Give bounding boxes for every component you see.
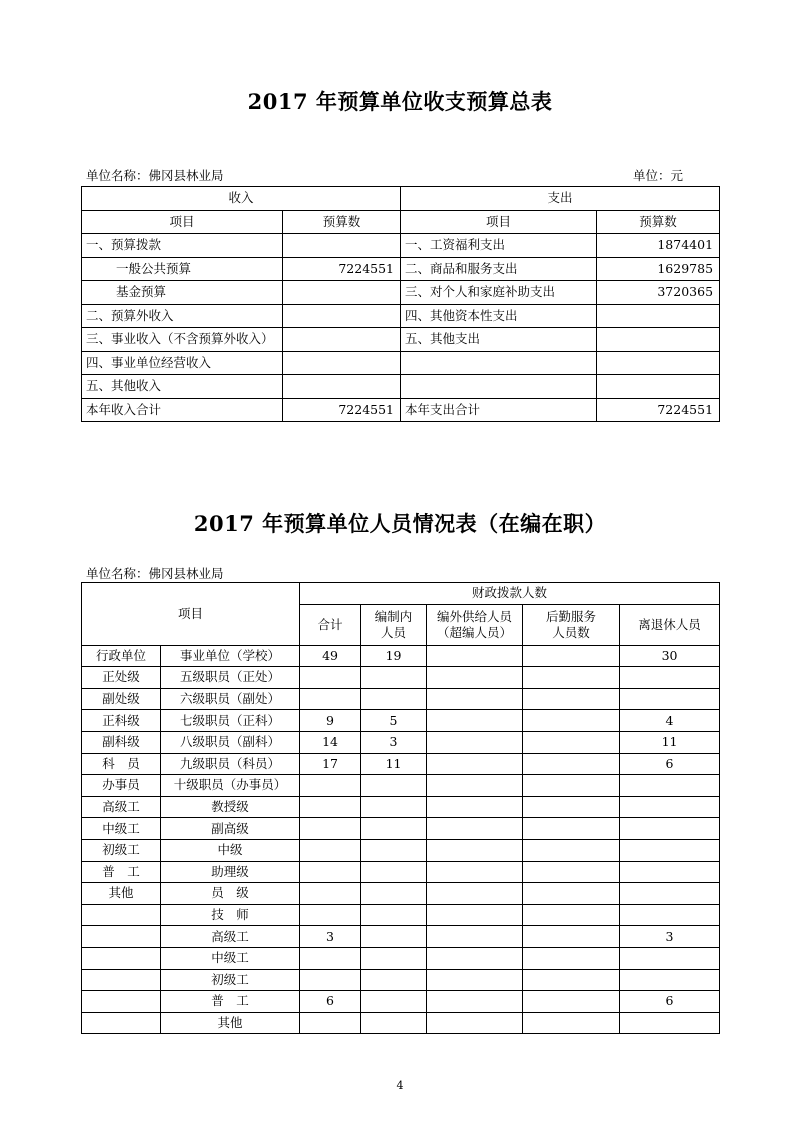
staff-total-cell <box>300 818 361 840</box>
expense-amount-cell: 3720365 <box>597 281 720 305</box>
staff-logistics-cell <box>523 991 620 1013</box>
income-amount-header: 预算数 <box>283 210 401 234</box>
staff-total-cell <box>300 947 361 969</box>
staff-total-cell <box>300 775 361 797</box>
staff-category-cell: 正科级 <box>82 710 161 732</box>
staff-retired-header: 离退休人员 <box>620 604 720 645</box>
income-item-cell: 二、预算外收入 <box>82 304 283 328</box>
staff-category-cell: 其他 <box>82 883 161 905</box>
staff-extra-cell <box>427 667 523 689</box>
staff-retired-cell <box>620 775 720 797</box>
staff-category-cell <box>82 1012 161 1034</box>
expense-item-cell <box>401 375 597 399</box>
staff-grade-cell: 初级工 <box>161 969 300 991</box>
staff-category-cell: 副处级 <box>82 688 161 710</box>
staff-category-cell: 中级工 <box>82 818 161 840</box>
expense-item-cell <box>401 351 597 375</box>
staff-extra-cell <box>427 926 523 948</box>
staff-retired-cell: 30 <box>620 645 720 667</box>
staff-extra-cell <box>427 904 523 926</box>
staff-logistics-header-line2: 人员数 <box>552 624 590 640</box>
staff-establishment-cell <box>361 775 427 797</box>
budget-row <box>82 257 720 281</box>
staff-row <box>82 991 720 1013</box>
staff-logistics-cell <box>523 861 620 883</box>
staff-row <box>82 926 720 948</box>
staff-row <box>82 904 720 926</box>
expense-amount-cell <box>597 328 720 352</box>
staff-extra-cell <box>427 731 523 753</box>
staff-grade-cell: 七级职员（正科） <box>161 710 300 732</box>
staff-table <box>81 582 720 1034</box>
budget-row <box>82 281 720 305</box>
staff-category-cell <box>82 969 161 991</box>
staff-row <box>82 818 720 840</box>
staff-table-title: 2017 年预算单位人员情况表（在编在职） <box>193 511 607 536</box>
income-item-cell: 五、其他收入 <box>82 375 283 399</box>
staff-category-cell: 正处级 <box>82 667 161 689</box>
staff-logistics-cell <box>523 710 620 732</box>
staff-row <box>82 688 720 710</box>
staff-total-cell <box>300 969 361 991</box>
staff-row <box>82 796 720 818</box>
staff-establishment-header <box>361 604 427 645</box>
staff-total-cell <box>300 688 361 710</box>
staff-grade-cell: 中级工 <box>161 947 300 969</box>
staff-logistics-cell <box>523 667 620 689</box>
staff-establishment-cell <box>361 991 427 1013</box>
expense-amount-cell: 1874401 <box>597 234 720 258</box>
staff-row <box>82 1012 720 1034</box>
staff-group-header: 财政拨款人数 <box>300 583 720 605</box>
expense-amount-header: 预算数 <box>597 210 720 234</box>
staff-grade-cell: 技 师 <box>161 904 300 926</box>
staff-row <box>82 883 720 905</box>
staff-extra-cell <box>427 883 523 905</box>
staff-grade-cell: 员 级 <box>161 883 300 905</box>
staff-total-cell: 14 <box>300 731 361 753</box>
staff-grade-cell: 高级工 <box>161 926 300 948</box>
expense-item-cell: 二、商品和服务支出 <box>401 257 597 281</box>
staff-logistics-cell <box>523 926 620 948</box>
staff-grade-cell: 普 工 <box>161 991 300 1013</box>
budget-summary-table <box>81 186 720 422</box>
staff-grade-cell: 九级职员（科员） <box>161 753 300 775</box>
staff-establishment-cell: 5 <box>361 710 427 732</box>
staff-retired-cell: 11 <box>620 731 720 753</box>
staff-retired-cell <box>620 883 720 905</box>
staff-category-cell: 副科级 <box>82 731 161 753</box>
staff-retired-cell <box>620 1012 720 1034</box>
staff-logistics-cell <box>523 796 620 818</box>
expense-amount-cell: 7224551 <box>597 398 720 422</box>
staff-retired-cell <box>620 904 720 926</box>
staff-logistics-cell <box>523 731 620 753</box>
staff-extra-cell <box>427 947 523 969</box>
expense-item-cell: 三、对个人和家庭补助支出 <box>401 281 597 305</box>
income-item-cell: 基金预算 <box>82 281 283 305</box>
staff-logistics-cell <box>523 775 620 797</box>
income-amount-cell: 7224551 <box>283 398 401 422</box>
staff-establishment-cell <box>361 883 427 905</box>
budget-row <box>82 328 720 352</box>
staff-total-cell: 6 <box>300 991 361 1013</box>
staff-logistics-cell <box>523 883 620 905</box>
staff-retired-cell: 4 <box>620 710 720 732</box>
staff-establishment-cell <box>361 969 427 991</box>
staff-extra-cell <box>427 645 523 667</box>
staff-retired-cell <box>620 796 720 818</box>
staff-table-group-header <box>82 583 720 605</box>
budget-row <box>82 234 720 258</box>
staff-row <box>82 731 720 753</box>
income-item-cell: 一般公共预算 <box>82 257 283 281</box>
staff-establishment-cell <box>361 861 427 883</box>
staff-total-cell <box>300 796 361 818</box>
staff-extra-cell <box>427 753 523 775</box>
staff-row <box>82 969 720 991</box>
staff-retired-cell <box>620 947 720 969</box>
staff-establishment-cell <box>361 1012 427 1034</box>
budget-row <box>82 304 720 328</box>
staff-extra-cell <box>427 775 523 797</box>
staff-establishment-cell <box>361 926 427 948</box>
staff-logistics-cell <box>523 818 620 840</box>
staff-category-cell: 行政单位 <box>82 645 161 667</box>
staff-category-cell <box>82 904 161 926</box>
staff-category-cell <box>82 926 161 948</box>
income-item-cell: 一、预算拨款 <box>82 234 283 258</box>
staff-extra-cell <box>427 710 523 732</box>
staff-extra-cell <box>427 796 523 818</box>
income-header: 收入 <box>82 187 401 211</box>
income-item-cell: 四、事业单位经营收入 <box>82 351 283 375</box>
staff-establishment-cell: 19 <box>361 645 427 667</box>
staff-total-cell: 49 <box>300 645 361 667</box>
expense-header: 支出 <box>401 187 720 211</box>
staff-grade-cell: 六级职员（副处） <box>161 688 300 710</box>
staff-retired-cell: 3 <box>620 926 720 948</box>
staff-logistics-cell <box>523 839 620 861</box>
income-amount-cell <box>283 351 401 375</box>
staff-row <box>82 947 720 969</box>
staff-establishment-header-line1: 编制内 <box>374 608 413 624</box>
staff-establishment-cell <box>361 904 427 926</box>
budget-summary-unit-name: 单位名称：佛冈县林业局 <box>86 168 224 183</box>
staff-grade-cell: 八级职员（副科） <box>161 731 300 753</box>
staff-establishment-cell <box>361 667 427 689</box>
staff-total-cell <box>300 861 361 883</box>
staff-total-cell: 17 <box>300 753 361 775</box>
expense-item-header: 项目 <box>401 210 597 234</box>
staff-category-cell: 科 员 <box>82 753 161 775</box>
staff-total-cell <box>300 667 361 689</box>
staff-grade-cell: 五级职员（正处） <box>161 667 300 689</box>
budget-summary-column-header <box>82 210 720 234</box>
staff-total-cell <box>300 904 361 926</box>
staff-establishment-cell <box>361 947 427 969</box>
staff-logistics-cell <box>523 1012 620 1034</box>
staff-grade-cell: 中级 <box>161 839 300 861</box>
staff-logistics-cell <box>523 688 620 710</box>
page-number: 4 <box>396 1079 404 1092</box>
staff-establishment-cell: 3 <box>361 731 427 753</box>
staff-logistics-cell <box>523 969 620 991</box>
income-item-cell: 本年收入合计 <box>82 398 283 422</box>
budget-summary-group-header <box>82 187 720 211</box>
staff-logistics-header-line1: 后勤服务 <box>546 608 597 624</box>
income-amount-cell <box>283 375 401 399</box>
expense-item-cell: 四、其他资本性支出 <box>401 304 597 328</box>
staff-retired-cell <box>620 688 720 710</box>
staff-row <box>82 667 720 689</box>
staff-extra-cell <box>427 969 523 991</box>
budget-summary-title: 2017 年预算单位收支预算总表 <box>247 89 553 114</box>
staff-logistics-cell <box>523 753 620 775</box>
income-amount-cell: 7224551 <box>283 257 401 281</box>
expense-amount-cell <box>597 351 720 375</box>
expense-item-cell: 五、其他支出 <box>401 328 597 352</box>
staff-retired-cell <box>620 969 720 991</box>
staff-table-unit-name: 单位名称：佛冈县林业局 <box>86 566 224 581</box>
staff-retired-cell <box>620 818 720 840</box>
income-amount-cell <box>283 281 401 305</box>
income-amount-cell <box>283 234 401 258</box>
staff-category-cell: 高级工 <box>82 796 161 818</box>
staff-category-cell: 办事员 <box>82 775 161 797</box>
staff-establishment-cell <box>361 688 427 710</box>
staff-extra-cell <box>427 1012 523 1034</box>
staff-grade-cell: 教授级 <box>161 796 300 818</box>
staff-category-cell <box>82 947 161 969</box>
staff-extra-cell <box>427 861 523 883</box>
staff-category-cell: 初级工 <box>82 839 161 861</box>
staff-row <box>82 710 720 732</box>
staff-category-cell: 普 工 <box>82 861 161 883</box>
staff-row <box>82 775 720 797</box>
expense-amount-cell <box>597 375 720 399</box>
staff-retired-cell <box>620 839 720 861</box>
staff-grade-cell: 助理级 <box>161 861 300 883</box>
staff-extra-cell <box>427 818 523 840</box>
staff-establishment-header-line2: 人员 <box>381 624 407 640</box>
staff-total-cell: 3 <box>300 926 361 948</box>
budget-row <box>82 351 720 375</box>
staff-logistics-cell <box>523 645 620 667</box>
staff-grade-cell: 十级职员（办事员） <box>161 775 300 797</box>
staff-grade-cell: 副高级 <box>161 818 300 840</box>
staff-extra-cell <box>427 839 523 861</box>
staff-extra-header <box>427 604 523 645</box>
budget-summary-unit: 单位：元 <box>633 168 684 183</box>
income-item-header: 项目 <box>82 210 283 234</box>
staff-grade-cell: 其他 <box>161 1012 300 1034</box>
budget-row <box>82 375 720 399</box>
staff-total-header: 合计 <box>300 604 361 645</box>
staff-total-cell <box>300 839 361 861</box>
staff-row <box>82 861 720 883</box>
staff-total-cell <box>300 1012 361 1034</box>
staff-logistics-cell <box>523 947 620 969</box>
staff-row <box>82 645 720 667</box>
staff-establishment-cell <box>361 839 427 861</box>
staff-logistics-header <box>523 604 620 645</box>
staff-establishment-cell <box>361 818 427 840</box>
staff-total-cell <box>300 883 361 905</box>
staff-row <box>82 839 720 861</box>
expense-amount-cell <box>597 304 720 328</box>
budget-row <box>82 398 720 422</box>
staff-logistics-cell <box>523 904 620 926</box>
income-item-cell: 三、事业收入（不含预算外收入） <box>82 328 283 352</box>
staff-category-cell <box>82 991 161 1013</box>
staff-establishment-cell <box>361 796 427 818</box>
staff-retired-cell <box>620 667 720 689</box>
staff-extra-header-line2: （超编人员） <box>437 624 513 640</box>
staff-item-header: 项目 <box>82 583 300 646</box>
staff-retired-cell: 6 <box>620 753 720 775</box>
staff-extra-header-line1: 编外供给人员 <box>437 608 513 624</box>
expense-amount-cell: 1629785 <box>597 257 720 281</box>
staff-retired-cell: 6 <box>620 991 720 1013</box>
expense-item-cell: 一、工资福利支出 <box>401 234 597 258</box>
staff-establishment-cell: 11 <box>361 753 427 775</box>
staff-grade-cell: 事业单位（学校） <box>161 645 300 667</box>
income-amount-cell <box>283 304 401 328</box>
staff-retired-cell <box>620 861 720 883</box>
income-amount-cell <box>283 328 401 352</box>
staff-extra-cell <box>427 991 523 1013</box>
staff-extra-cell <box>427 688 523 710</box>
staff-row <box>82 753 720 775</box>
staff-total-cell: 9 <box>300 710 361 732</box>
expense-item-cell: 本年支出合计 <box>401 398 597 422</box>
